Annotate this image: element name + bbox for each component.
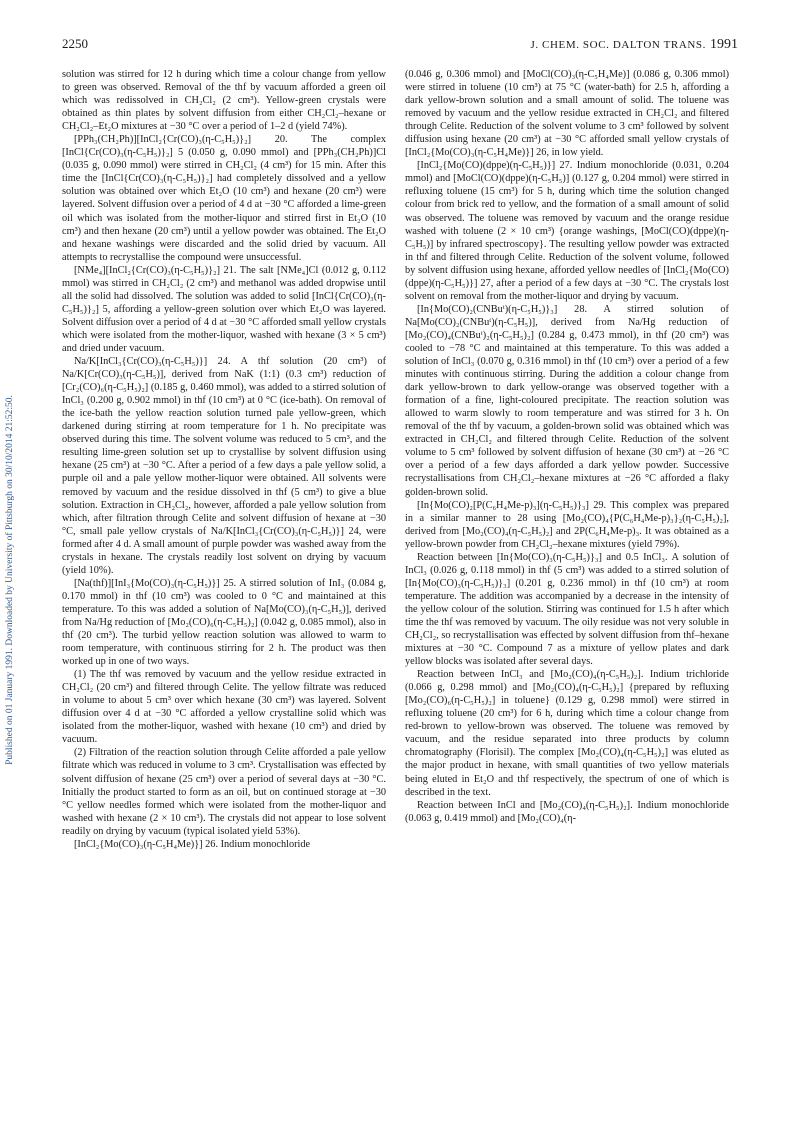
journal-title (530, 37, 738, 53)
journal-name: J. CHEM. SOC. DALTON TRANS. (530, 39, 706, 51)
paragraph: [InCl₂{Mo(CO)₃(η-C₅H₄Me)}] 26. Indium monochloride (74, 838, 311, 850)
paragraph: [PPh₃(CH₂Ph)][InCl₂{Cr(CO)₃(η-C₅H₅)}₂] 20. The complex [InCl{Cr(CO)₃(η-C₅H₅)}₂] 5 (0.050 g, 0.090 mmol) and [PPh₃(CH₂Ph)]Cl (0.035 g, 0.090 mmol) were stirred in CH₂Cl₂ (4 cm³) for 15 min. After this time the [InCl{Cr(CO)₃(η-C₅H₅)}₂] had completely dissolved and a yellow solution was obtained over which Et₂O (10 cm³) and hexane (20 cm³) were layered. Solvent diffusion over a period of 4 d at −30 °C afforded a lime-green oil which was isolated from the mother-liquor and stirred first in Et₂O (10 cm³) and then hexane (20 cm³) until a yellow powder was obtained. The Et₂O and hexane washings were discarded and the solid dried by vacuum. All attempts to recrystallise the compound were unsuccessful. (62, 134, 386, 263)
paragraph: Na/K[InCl₃{Cr(CO)₃(η-C₅H₅)}] 24. A thf solution (20 cm³) of Na/K[Cr(CO)₃(η-C₅H₅)], derived from NaK (1:1) (0.3 cm³) reduction of [Cr₂(CO)₆(η-C₅H₅)₂] (0.185 g, 0.460 mmol), was added to a stirred solution of InCl₃ (0.200 g, 0.902 mmol) in thf (10 cm³) at 0 °C (ice-bath). On removal of the ice-bath the yellow reaction solution turned pale yellow-green, which darkened during stirring at room temperature for 1 h. No precipitate was observed during this time. The solvent volume was reduced to 5 cm³, and the resulting lime-green solution set up to crystallise by solvent diffusion using hexane (25 cm³) at −30 °C. After a period of a few days a pale yellow solid, a purple oil and a pale yellow mother-liquor were obtained. All solvents were removed by vacuum and the residue dissolved in thf (5 cm³) to give a blue solution. Extraction in CH₂Cl₂, however, afforded a pale yellow solution from which, after filtration through Celite and solvent diffusion of hexane at −30 °C, small pale yellow crystals of Na/K[InCl₃{Cr(CO)₃(η-C₅H₅)}] 24, were formed after 4 d. A small amount of purple powder was washed away from the crystals in hexane. The crystals readily lost solvent on drying by vacuum (yield 10%). (62, 356, 386, 576)
paragraph: Reaction between InCl and [Mo₂(CO)₄(η-C₅H₅)₂]. Indium monochloride (0.063 g, 0.419 mmol) and [Mo₂(CO)₄(η- (405, 799, 729, 824)
download-note: Published on 01 January 1991. Downloaded by University of Pittsburgh on 30/10/2014 21:52:50. (5, 395, 15, 765)
journal-year: 1991 (710, 37, 738, 52)
paragraph: Reaction between InCl₃ and [Mo₂(CO)₄(η-C₅H₅)₂]. Indium trichloride (0.066 g, 0.298 mmol) and [Mo₂(CO)₄(η-C₅H₅)₂] {prepared by refluxing [Mo₂(CO)₆(η-C₅H₅)₂] in toluene} (0.129 g, 0.298 mmol) were stirred in refluxing toluene (20 cm³) for 6 h, during which time a colour change from red-brown to yellow-brown was observed. The toluene was removed by vacuum, and the residue separated into three products by column chromatography (Florisil). The complex [Mo₂(CO)₄(η-C₅H₅)₂] was eluted as the major product in hexane, with small quantities of two yellow materials being eluted in Et₂O and thf respectively, the spectrum of one of which is described in the text. (405, 669, 729, 798)
paragraph: (2) Filtration of the reaction solution through Celite afforded a pale yellow filtrate which was reduced in volume to 3 cm³. Crystallisation was effected by solvent diffusion of hexane (25 cm³) over a period of several days at −30 °C. Initially the product started to form as an oil, but on continued storage at −30 °C yellow needles formed which were isolated from the mother-liquor and washed with hexane (2 × 10 cm³). The crystals did not appear to lose solvent readily on drying by vacuum (typical isolated yield 53%). (62, 747, 386, 837)
download-sidebar (2, 130, 18, 1030)
paragraph: [In{Mo(CO)₂(CNBuᵗ)(η-C₅H₅)}₃] 28. A stirred solution of Na[Mo(CO)₂(CNBuᵗ)(η-C₅H₅)], derived from Na/Hg reduction of [Mo₂(CO)₄(CNBuᵗ)₂(η-C₅H₅)₂] (0.284 g, 0.473 mmol), in thf (20 cm³) was cooled to −78 °C and maintained at this temperature. To this was added a solution of InCl₃ (0.070 g, 0.316 mmol) in thf (10 cm³) over a period of a few minutes with continuous stirring. During the addition a colour change from dark yellow-brown to dark yellow-orange was observed together with a formation of a fine, light-coloured precipitate. The reaction solution was allowed to warm slowly to room temperature and was stirred for 3 h. On removal of the thf by vacuum, a golden-brown solid was obtained which was extracted in CH₂Cl₂ and filtered through Celite. Reduction of the solvent volume to 5 cm³ followed by solvent diffusion of hexane (30 cm³) at −26 °C over a period of a few days afforded a dark yellow powder. Successive recrystallisations from CH₂Cl₂–hexane mixtures at −26 °C afforded a flaky golden-brown solid. (405, 303, 729, 498)
paragraph: [InCl₂{Mo(CO)(dppe)(η-C₅H₅)}] 27. Indium monochloride (0.031, 0.204 mmol) and [MoCl(CO)(dppe)(η-C₅H₅)] (0.127 g, 0.204 mmol) were stirred in refluxing toluene (15 cm³) for 5 h, during which time the solution changed colour from brick red to yellow, and the formation of a small amount of solid was observed. The toluene was removed by vacuum and the orange residue washed with toluene (2 × 10 cm³) {orange washings, [MoCl(CO)(dppe)(η-C₅H₅)] by infrared spectroscopy}. The resulting yellow powder was extracted in thf and filtered through Celite. Reduction of the solvent volume, followed by solvent diffusion using hexane, afforded yellow needles of [InCl₂{Mo(CO)(dppe)(η-C₅H₅)}] 27, after a period of a few days at −30 °C. The crystals lost solvent on removal from the mother-liquor and drying by vacuum. (405, 160, 729, 302)
paragraph: (0.046 g, 0.306 mmol) and [MoCl(CO)₃(η-C₅H₄Me)] (0.086 g, 0.306 mmol) were stirred in toluene (10 cm³) at 75 °C (water-bath) for 2.5 h, affording a dark yellow-brown solution and a small amount of solid. The toluene was removed by vacuum and the yellow residue extracted in CH₂Cl₂ and filtered through Celite. Reduction of the solvent volume to 3 cm³ followed by solvent diffusion using hexane (20 cm³) at −30 °C afforded small yellow crystals of [InCl₂{Mo(CO)₃(η-C₅H₄Me)}] 26, in low yield. (405, 69, 729, 159)
paragraph: (1) The thf was removed by vacuum and the yellow residue extracted in CH₂Cl₂ (20 cm³) and filtered through Celite. The yellow filtrate was reduced in volume to about 5 cm³ over which hexane (30 cm³) was layered. Solvent diffusion over 4 d at −30 °C afforded a yellow crystalline solid which was isolated from the mother-liquor, washed with hexane (10 cm³) and dried by vacuum. (62, 669, 386, 746)
paragraph: [Na(thf)][InI₃{Mo(CO)₃(η-C₅H₅)}] 25. A stirred solution of InI₃ (0.084 g, 0.170 mmol) in thf (10 cm³) was cooled to 0 °C and maintained at this temperature. To this was added a solution of Na[Mo(CO)₃(η-C₅H₅)], derived from Na/Hg reduction of [Mo₂(CO)₆(η-C₅H₅)₂] (0.042 g, 0.085 mmol), also in thf (20 cm³). The turbid yellow reaction solution was allowed to warm to room temperature, with continuous stirring for 2 h. The product was then worked up in one of two ways. (62, 577, 386, 668)
page-number: 2250 (62, 36, 88, 51)
paragraph: Reaction between [In{Mo(CO)₃(η-C₅H₅)}₃] and 0.5 InCl₃. A solution of InCl₃ (0.026 g, 0.118 mmol) in thf (5 cm³) was added to a stirred solution of [In{Mo(CO)₃(η-C₅H₅)}₃] (0.201 g, 0.236 mmol) in thf (10 cm³) at room temperature. The addition was accompanied by a decrease in the intensity of the yellow colour of the solution. Stirring was continued for 1.5 h after which time the thf was removed by vacuum. The oily residue was not very soluble in CH₂Cl₂, so recrystallisation was effected by solvent diffusion from thf–hexane mixtures at −30 °C. Compound 7 as a mixture of yellow plates and dark yellow blocks was isolated after several days. (405, 551, 729, 668)
right-column (405, 68, 729, 825)
left-column (62, 68, 386, 851)
paragraph: [In{Mo(CO)₂[P(C₆H₄Me-p)₃](η-C₅H₅)}₃] 29. This complex was prepared in a similar manner to 28 using [Mo₂(CO)₄{P(C₆H₄Me-p)₃}₂(η-C₅H₅)₂], derived from [Mo₂(CO)₄(η-C₅H₅)₂] and 2P(C₆H₄Me-p)₃. It was obtained as a yellow-brown powder from CH₂Cl₂–hexane mixtures (yield 79%). (405, 499, 729, 550)
page-header (62, 36, 738, 56)
paragraph: solution was stirred for 12 h during which time a colour change from yellow to green was observed. Removal of the thf by vacuum afforded a green oil which was redissolved in CH₂Cl₂ (2 cm³). Yellow-green crystals were obtained as thin plates by solvent diffusion from either CH₂Cl₂–hexane or CH₂Cl₂–Et₂O mixtures at −30 °C over a period of 1–2 d (yield 74%). (62, 69, 386, 133)
paragraph: [NMe₄][InCl₂{Cr(CO)₃(η-C₅H₅)}₂] 21. The salt [NMe₄]Cl (0.012 g, 0.112 mmol) was stirred in CH₂Cl₂ (2 cm³) and methanol was added dropwise until all the solid had dissolved. The solution was added to solid [InCl{Cr(CO)₃(η-C₅H₅)}₂] 5, affording a yellow-green solution over which Et₂O was layered. Solvent diffusion over a period of 4 d at −30 °C afforded small yellow crystals which were isolated from the mother-liquor, washed with hexane (3 × 5 cm³) and dried under vacuum. (62, 264, 386, 354)
